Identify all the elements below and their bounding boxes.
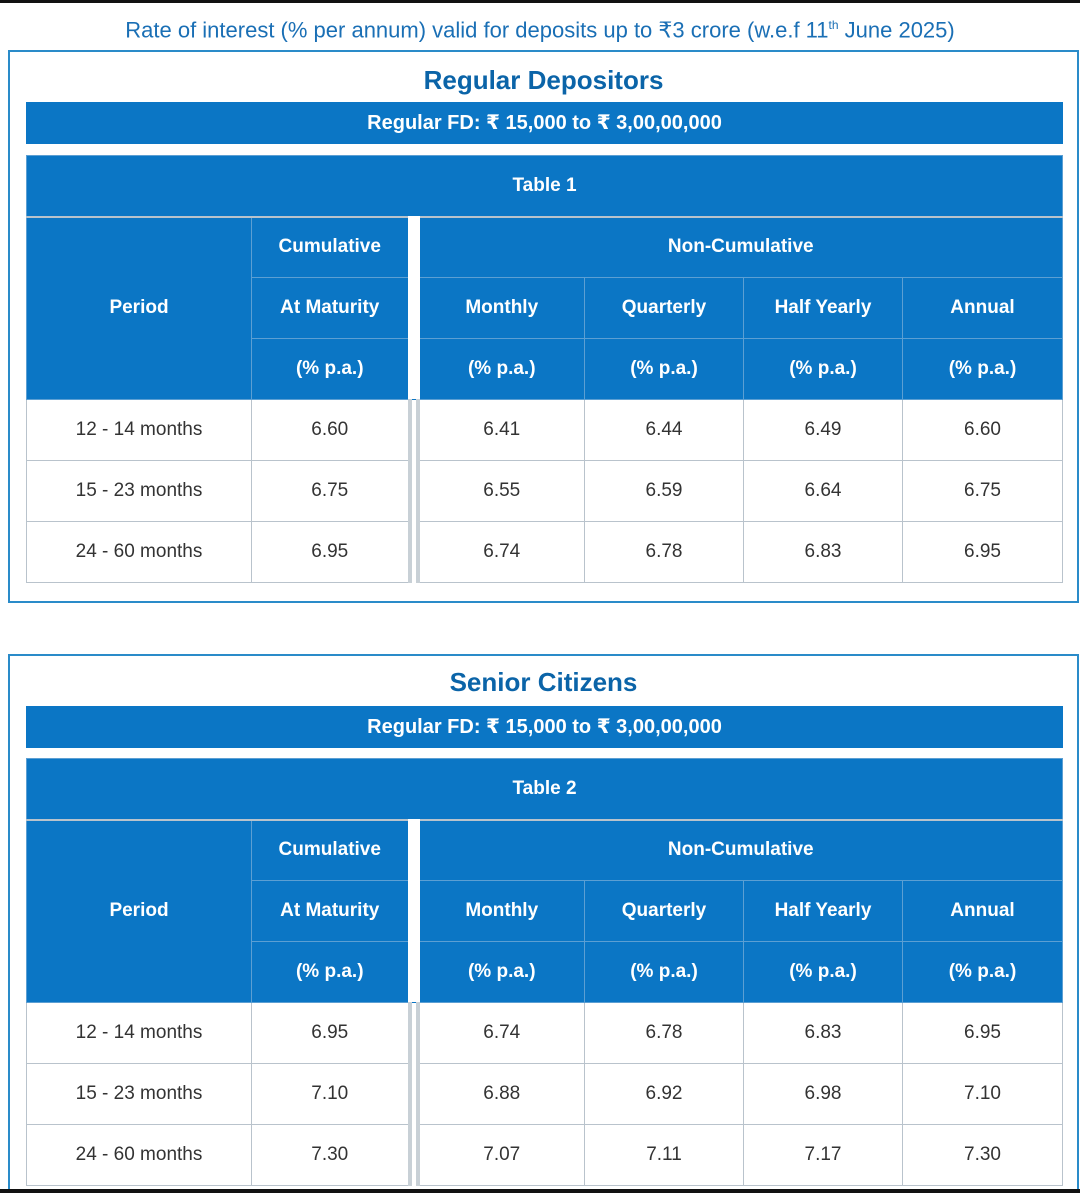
rates-table-1 (26, 155, 1063, 583)
period-cell: 15 - 23 months (27, 1064, 252, 1125)
rate-cell: 6.78 (585, 522, 744, 583)
rate-cell: 6.98 (744, 1064, 903, 1125)
rate-cell: 6.75 (903, 461, 1063, 522)
unit-header: (% p.a.) (252, 339, 414, 400)
rate-cell: 7.11 (585, 1125, 744, 1186)
period-cell: 24 - 60 months (27, 522, 252, 583)
non-cumulative-header: Non-Cumulative (414, 820, 1063, 881)
unit-header: (% p.a.) (744, 942, 903, 1003)
unit-header: (% p.a.) (903, 339, 1063, 400)
table-row (27, 1003, 1063, 1064)
unit-header: (% p.a.) (744, 339, 903, 400)
page-title (0, 8, 1080, 42)
half-yearly-header: Half Yearly (744, 278, 903, 339)
table-row (27, 522, 1063, 583)
period-cell: 24 - 60 months (27, 1125, 252, 1186)
rate-cell: 7.30 (903, 1125, 1063, 1186)
table-caption: Table 1 (27, 156, 1063, 217)
rate-cell: 6.83 (744, 1003, 903, 1064)
unit-header: (% p.a.) (252, 942, 414, 1003)
bottom-border-line (0, 1189, 1080, 1193)
senior-citizens-panel (8, 654, 1079, 1193)
table-row (27, 1064, 1063, 1125)
quarterly-header: Quarterly (585, 278, 744, 339)
annual-header: Annual (903, 881, 1063, 942)
table-row (27, 1125, 1063, 1186)
page-title-superscript: th (828, 18, 839, 32)
rates-table-2 (26, 758, 1063, 1186)
regular-depositors-panel (8, 50, 1079, 603)
rate-cell: 6.83 (744, 522, 903, 583)
unit-header: (% p.a.) (585, 942, 744, 1003)
cumulative-header: Cumulative (252, 217, 414, 278)
rate-cell: 6.44 (585, 400, 744, 461)
rate-cell: 6.92 (585, 1064, 744, 1125)
cumulative-header: Cumulative (252, 820, 414, 881)
top-border-line (0, 0, 1080, 3)
rate-cell: 6.55 (414, 461, 585, 522)
rate-cell: 6.78 (585, 1003, 744, 1064)
unit-header: (% p.a.) (414, 339, 585, 400)
rate-cell: 6.41 (414, 400, 585, 461)
rate-cell: 6.74 (414, 1003, 585, 1064)
rate-cell: 6.74 (414, 522, 585, 583)
section-title: Regular Depositors (423, 65, 664, 95)
at-maturity-header: At Maturity (252, 278, 414, 339)
rate-cell: 6.95 (252, 522, 414, 583)
unit-header: (% p.a.) (585, 339, 744, 400)
page-title-suffix: June 2025) (838, 17, 955, 43)
fd-range-bar: Regular FD: ₹ 15,000 to ₹ 3,00,00,000 (26, 102, 1063, 144)
rate-cell: 6.60 (252, 400, 414, 461)
period-header: Period (27, 217, 252, 400)
fd-range-bar: Regular FD: ₹ 15,000 to ₹ 3,00,00,000 (26, 706, 1063, 748)
rate-cell: 7.10 (903, 1064, 1063, 1125)
rate-cell: 7.07 (414, 1125, 585, 1186)
rate-cell: 6.95 (903, 1003, 1063, 1064)
rate-cell: 7.17 (744, 1125, 903, 1186)
section-title: Senior Citizens (449, 667, 638, 697)
table-row (27, 400, 1063, 461)
rate-cell: 6.49 (744, 400, 903, 461)
table-row (27, 461, 1063, 522)
quarterly-header: Quarterly (585, 881, 744, 942)
rate-cell: 6.59 (585, 461, 744, 522)
rate-cell: 6.60 (903, 400, 1063, 461)
period-header: Period (27, 820, 252, 1003)
period-cell: 12 - 14 months (27, 1003, 252, 1064)
monthly-header: Monthly (414, 278, 585, 339)
rate-cell: 6.64 (744, 461, 903, 522)
annual-header: Annual (903, 278, 1063, 339)
period-cell: 15 - 23 months (27, 461, 252, 522)
period-cell: 12 - 14 months (27, 400, 252, 461)
rate-cell: 6.95 (903, 522, 1063, 583)
rate-cell: 6.75 (252, 461, 414, 522)
rate-cell: 7.30 (252, 1125, 414, 1186)
non-cumulative-header: Non-Cumulative (414, 217, 1063, 278)
monthly-header: Monthly (414, 881, 585, 942)
rate-cell: 6.88 (414, 1064, 585, 1125)
at-maturity-header: At Maturity (252, 881, 414, 942)
unit-header: (% p.a.) (903, 942, 1063, 1003)
half-yearly-header: Half Yearly (744, 881, 903, 942)
page-title-text: Rate of interest (% per annum) valid for deposits up to ₹3 crore (w.e.f 11 (125, 17, 829, 43)
table-caption: Table 2 (27, 759, 1063, 820)
rate-cell: 6.95 (252, 1003, 414, 1064)
unit-header: (% p.a.) (414, 942, 585, 1003)
rate-cell: 7.10 (252, 1064, 414, 1125)
